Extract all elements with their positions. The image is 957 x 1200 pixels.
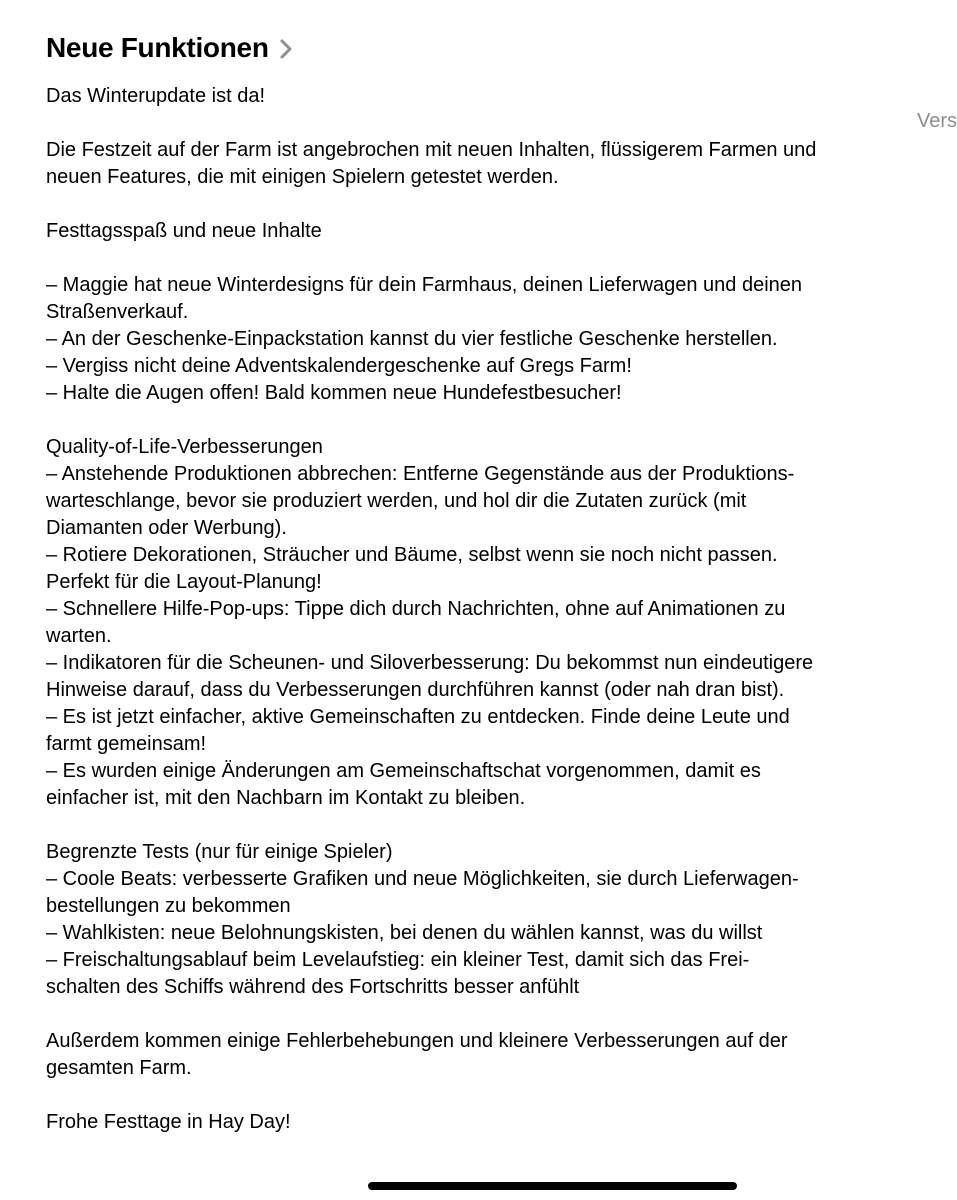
release-note-line: Diamanten oder Werbung). <box>46 517 287 539</box>
release-note-line: Straßenverkauf. <box>46 301 189 323</box>
release-note-line: – Anstehende Produktionen abbrechen: Entferne Gegenstände aus der Produktions- <box>46 463 795 485</box>
release-note-line: – Es ist jetzt einfacher, aktive Gemeinschaften zu entdecken. Finde deine Leute und <box>46 706 790 728</box>
chevron-right-icon <box>279 38 293 60</box>
release-note-line: – Vergiss nicht deine Adventskalendergeschenke auf Gregs Farm! <box>46 355 632 377</box>
release-note-line: schalten des Schiffs während des Fortschritts besser anfühlt <box>46 976 580 998</box>
release-note-line: bestellungen zu bekommen <box>46 895 291 917</box>
release-note-line: einfacher ist, mit den Nachbarn im Kontakt zu bleiben. <box>46 787 526 809</box>
blank-line <box>46 110 856 137</box>
release-note-line: – Maggie hat neue Winterdesigns für dein Farmhaus, deinen Lieferwagen und deinen <box>46 274 803 296</box>
blank-line <box>46 812 856 839</box>
release-note-line: – Wahlkisten: neue Belohnungskisten, bei denen du wählen kannst, was du willst <box>46 922 763 944</box>
release-note-line: warteschlange, bevor sie produziert werden, und hol dir die Zutaten zurück (mit <box>46 490 747 512</box>
version-label: Vers <box>917 110 957 132</box>
release-note-line: – Es wurden einige Änderungen am Gemeinschaftschat vorgenommen, damit es <box>46 760 761 782</box>
release-note-line: Die Festzeit auf der Farm ist angebrochen mit neuen Inhalten, flüssigerem Farmen und <box>46 139 817 161</box>
release-note-line: Festtagsspaß und neue Inhalte <box>46 220 322 242</box>
release-note-line: Quality-of-Life-Verbesserungen <box>46 436 323 458</box>
release-note-line: Hinweise darauf, dass du Verbesserungen durchführen kannst (oder nah dran bist). <box>46 679 785 701</box>
blank-line <box>46 1001 856 1028</box>
release-note-line: Das Winterupdate ist da! <box>46 85 265 107</box>
blank-line <box>46 191 856 218</box>
section-title: Neue Funktionen <box>46 32 269 63</box>
release-note-line: – Indikatoren für die Scheunen- und Siloverbesserung: Du bekommst nun eindeutigere <box>46 652 814 674</box>
release-note-line: neuen Features, die mit einigen Spielern getestet werden. <box>46 166 559 188</box>
release-note-line: – Schnellere Hilfe-Pop-ups: Tippe dich durch Nachrichten, ohne auf Animationen zu <box>46 598 786 620</box>
release-note-line: – Coole Beats: verbesserte Grafiken und neue Möglichkeiten, sie durch Lieferwagen- <box>46 868 799 890</box>
blank-line <box>46 1082 856 1109</box>
home-indicator[interactable] <box>368 1182 737 1190</box>
whats-new-header[interactable] <box>46 30 293 66</box>
release-note-line: Begrenzte Tests (nur für einige Spieler) <box>46 841 393 863</box>
release-note-line: Frohe Festtage in Hay Day! <box>46 1111 291 1133</box>
release-note-line: Perfekt für die Layout-Planung! <box>46 571 322 593</box>
blank-line <box>46 407 856 434</box>
release-notes <box>46 83 856 1136</box>
release-note-line: Außerdem kommen einige Fehlerbehebungen und kleinere Verbesserungen auf der <box>46 1030 788 1052</box>
release-note-line: gesamten Farm. <box>46 1057 192 1079</box>
blank-line <box>46 245 856 272</box>
release-note-line: – An der Geschenke-Einpackstation kannst du vier festliche Geschenke herstellen. <box>46 328 778 350</box>
release-note-line: – Halte die Augen offen! Bald kommen neue Hundefestbesucher! <box>46 382 622 404</box>
release-note-line: warten. <box>46 625 112 647</box>
release-note-line: farmt gemeinsam! <box>46 733 207 755</box>
release-note-line: – Rotiere Dekorationen, Sträucher und Bäume, selbst wenn sie noch nicht passen. <box>46 544 778 566</box>
release-note-line: – Freischaltungsablauf beim Levelaufstieg: ein kleiner Test, damit sich das Frei- <box>46 949 750 971</box>
